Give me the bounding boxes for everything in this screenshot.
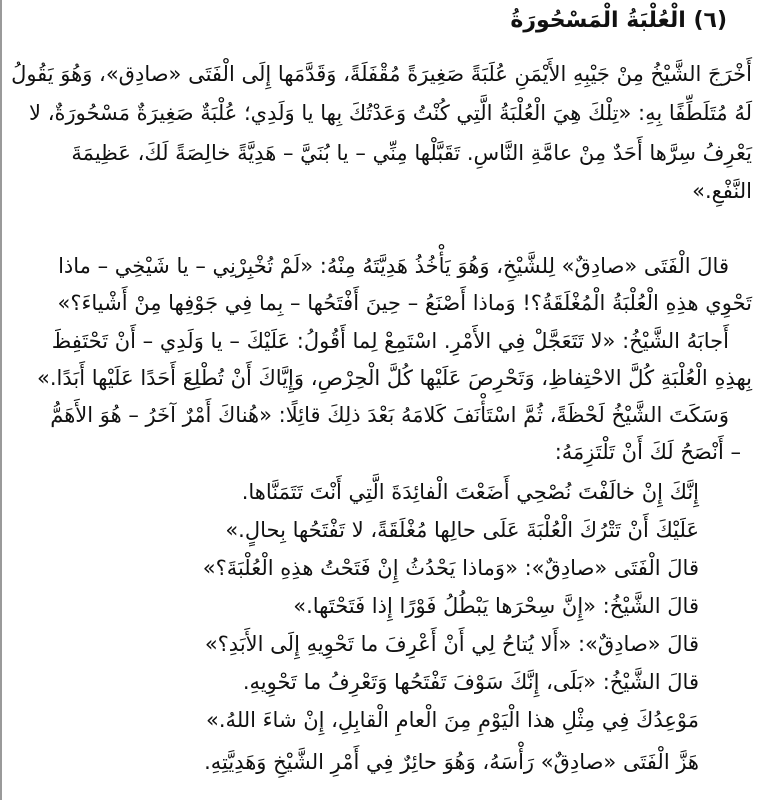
- dialogue-line: إِنَّكَ إِنْ خالَفْتَ نُصْحِي أَضَعْتَ الْفائِدَةَ الَّتِي أَنْتَ تَتَمَنَّاها.: [241, 480, 699, 504]
- dialogue-line: عَلَيْكَ أَنْ تَتْرُكَ الْعُلْبَةَ عَلَى حالِها مُغْلَقَةً، لا تَفْتَحُها بِحالٍ.»: [225, 518, 699, 542]
- text-line: لَهُ مُتَلَطِّفًا بِهِ: «تِلْكَ هِيَ الْعُلْبَةُ الَّتِي كُنْتُ وَعَدْتُكَ بِها يا وَلَدِي؛ عُلْبَةٌ صَغِيرَةٌ مَسْحُورَةٌ، لا: [29, 101, 752, 125]
- text-line: – أَنْصَحُ لَكَ أَنْ تَلْتَزِمَهُ:: [554, 440, 741, 464]
- dialogue-line: قالَ الشَّيْخُ: «بَلَى، إِنَّكَ سَوْفَ تَفْتَحُها وَتَعْرِفُ ما تَحْوِيهِ.: [242, 670, 699, 694]
- chapter-title: (٦) الْعُلْبَةُ الْمَسْحُورَةُ: [510, 8, 727, 33]
- dialogue-line: قالَ الْفَتَى «صادِقٌ»: «وَماذا يَحْدُثُ إِنْ فَتَحْتُ هذِهِ الْعُلْبَةَ؟»: [202, 556, 699, 580]
- dialogue-line: قالَ الشَّيْخُ: «إِنَّ سِحْرَها يَبْطُلُ فَوْرًا إِذا فَتَحْتَها.»: [293, 594, 699, 618]
- text-line: يَعْرِفُ سِرَّها أَحَدٌ مِنْ عامَّةِ النَّاسِ. تَقَبَّلْها مِنِّي – يا بُنَيَّ – هَدِيَّةً خالِصَةً لَكَ، عَظِيمَةَ: [71, 141, 752, 165]
- text-line: وَسَكَتَ الشَّيْخُ لَحْظَةً، ثُمَّ اسْتَأْنَفَ كَلامَهُ بَعْدَ ذلِكَ قائِلًا: «هُناكَ أَمْرٌ آخَرُ – هُوَ الأَهَمُّ: [50, 403, 729, 427]
- text-line: أَخْرَجَ الشَّيْخُ مِنْ جَيْبِهِ الأَيْمَنِ عُلَبَةً صَغِيرَةً مُقْفَلَةً، وَقَدَّمَها إِلَى الْفَتَى «صادِق»، وَهُوَ يَقُولُ: [11, 62, 752, 86]
- text-line: بِهذِهِ الْعُلْبَةِ كُلَّ الاحْتِفاظِ، وَتَحْرِصَ عَلَيْها كُلَّ الْحِرْصِ، وَإِيَّاكَ أَنْ تُطْلِعَ أَحَدًا عَلَيْها أَبَدًا.»: [37, 366, 752, 390]
- dialogue-line: قالَ «صادِقٌ»: «أَلا يُتاحُ لِي أَنْ أَعْرِفَ ما تَحْوِيهِ إِلَى الأَبَدِ؟»: [204, 632, 699, 656]
- text-line: تَحْوِي هذِهِ الْعُلْبَةُ الْمُغْلَقَةُ؟! وَماذا أَصْنَعُ – حِينَ أَفْتَحُها – بِما فِي جَوْفِها مِنْ أَشْياءَ؟»: [57, 291, 752, 315]
- dialogue-line: مَوْعِدُكَ فِي مِثْلِ هذا الْيَوْمِ مِنَ الْعامِ الْقابِلِ، إِنْ شاءَ اللهُ.»: [206, 708, 699, 732]
- text-line: أَجابَهُ الشَّيْخُ: «لا تَتَعَجَّلْ فِي الأَمْرِ. اسْتَمِعْ لِما أَقُولُ: عَلَيْكَ – يا وَلَدِي – أَنْ تَحْتَفِظَ: [51, 329, 729, 353]
- text-line: قالَ الْفَتَى «صادِقٌ» لِلشَّيْخِ، وَهُوَ يَأْخُذُ هَدِيَّتَهُ مِنْهُ: «لَمْ تُخْبِرْنِي – يا شَيْخِي – ماذا: [58, 254, 729, 278]
- text-line: النَّفْعِ.»: [692, 179, 752, 203]
- dialogue-line: هَزَّ الْفَتَى «صادِقٌ» رَأْسَهُ، وَهُوَ حائِرٌ فِي أَمْرِ الشَّيْخِ وَهَدِيَّتِهِ.: [204, 750, 699, 774]
